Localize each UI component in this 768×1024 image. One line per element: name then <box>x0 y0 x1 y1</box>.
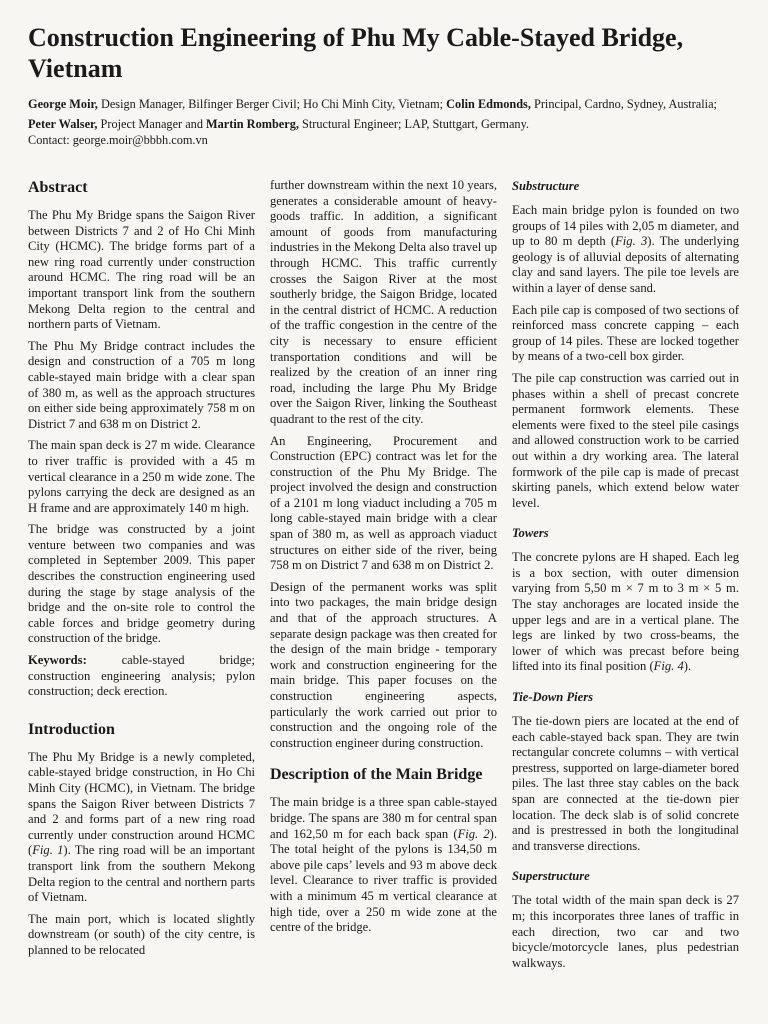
tiedown-paragraph: The tie-down piers are located at the end of each cable-stayed back span. They are twin rectangular concrete columns – with vertical prestress, supported on large-diameter bored piles. The last three stay cables on the back span are connected at the tie-down pier location. The deck slab is of solid concrete and is prestressed in both the longitudinal and transverse directions. <box>512 714 739 853</box>
column-1 <box>28 178 255 1024</box>
author-name: Colin Edmonds, <box>446 97 531 111</box>
intro-paragraph: The Phu My Bridge is a newly completed, cable-stayed bridge construction, in Ho Chi Minh City (HCMC), in Vietnam. The bridge spans the Saigon River between Districts 7 and 2 and forms part of a new ring road currently under construction around HCMC (Fig. 1). The ring road will be an important transport link from the southern Mekong Delta region to the central and northern parts of Vietnam. <box>28 749 255 905</box>
description-heading: Description of the Main Bridge <box>270 766 483 784</box>
author-name: Martin Romberg, <box>206 117 299 131</box>
figure-reference: Fig. 1 <box>32 843 64 858</box>
author-affiliation: Design Manager, Bilfinger Berger Civil; Ho Chi Minh City, Vietnam; <box>97 97 447 111</box>
author-affiliation: Project Manager and <box>97 117 207 131</box>
towers-heading: Towers <box>512 526 549 541</box>
figure-reference: Fig. 2 <box>457 826 490 841</box>
superstructure-paragraph: The total width of the main span deck is 27 m; this incorporates three lanes of traffic in each direction, two car and two bicycle/motorcycle lanes, plus pedestrian walkways. <box>512 893 739 970</box>
intro-paragraph-continued: The main port, which is located slightly downstream (or south) of the city centre, is planned to be relocated <box>28 911 255 957</box>
introduction-heading: Introduction <box>28 720 115 738</box>
figure-reference: Fig. 4 <box>653 659 684 674</box>
author-name: George Moir, <box>28 97 98 111</box>
contact-line: Contact: george.moir@bbbh.com.vn <box>28 133 208 147</box>
column-2 <box>270 178 497 1024</box>
superstructure-heading: Superstructure <box>512 869 590 884</box>
tiedown-heading: Tie-Down Piers <box>512 690 594 705</box>
paper-title: Construction Engineering of Phu My Cable-Stayed Bridge, Vietnam <box>28 23 684 83</box>
abstract-paragraph: The Phu My Bridge spans the Saigon River between Districts 7 and 2 of Ho Chi Minh City (HCMC). The bridge forms part of a new ring road currently under construction around HCMC. The ring road will be an important transport link from the southern Mekong Delta region to the central and northern parts of Vietnam. <box>28 208 255 332</box>
intro-paragraph-continued: further downstream within the next 10 years, generates a considerable amount of heavy-goods traffic. In addition, a significant amount of goods from manufacturing industries in the Mekong Delta also travel up through HCMC. This traffic currently crosses the Saigon River at the most southerly bridge, the Saigon Bridge, located in the central district of HCMC. A reduction of the traffic congestion in the centre of the city is necessary to ensure efficient transportation conditions and will be realized by the creation of an inner ring road, including the large Phu My Bridge over the Saigon River, linking the Southeast quadrant to the rest of the city. <box>270 178 497 426</box>
author-affiliation: Principal, Cardno, Sydney, Australia; <box>530 97 717 111</box>
figure-reference: Fig. 3 <box>615 234 648 249</box>
substructure-heading: Substructure <box>512 179 580 193</box>
abstract-paragraph: The bridge was constructed by a joint venture between two companies and was completed in September 2009. This paper describes the construction engineering used during the stage by stage analysis of the bridge and the on-site role to control the cable forces and bridge geometry during construction of the bridge. <box>28 522 255 646</box>
author-list <box>28 94 743 134</box>
intro-paragraph: Design of the permanent works was split into two packages, the main bridge design and that of the approach structures. A separate design package was then created for the design of the main bridge - temporary work and construction engineering for the main bridge. This paper focuses on the construction engineering aspects, particularly the work carried out prior to construction and the ongoing role of the construction engineer during construction. <box>270 579 497 750</box>
substructure-paragraph: Each main bridge pylon is founded on two groups of 14 piles with 2,05 m diameter, and up to 80 m depth (Fig. 3). The underlying geology is of alluvial deposits of alternating clay and sand layers. The pile toe levels are within a layer of dense sand. <box>512 203 739 295</box>
keywords <box>28 653 255 700</box>
intro-paragraph: An Engineering, Procurement and Construction (EPC) contract was let for the construction of the Phu My Bridge. The project involved the design and construction of a 2101 m long viaduct including a 705 m long cable-stayed main bridge with a clear span of 380 m, as well as approach viaduct structures on either side of the river, being 758 m on District 7 and 638 m on District 2. <box>270 433 497 573</box>
author-affiliation: Structural Engineer; LAP, Stuttgart, Germany. <box>298 117 529 131</box>
keywords-label: Keywords: <box>28 653 87 668</box>
author-name: Peter Walser, <box>28 117 98 131</box>
abstract-paragraph: The main span deck is 27 m wide. Clearance to river traffic is provided with a 45 m vertical clearance in a 250 m wide zone. The pylons carrying the deck are designed as an H frame and are approximately 140 m high. <box>28 438 255 515</box>
substructure-paragraph: The pile cap construction was carried out in phases within a shell of precast concrete permanent formwork elements. These elements were fixed to the steel pile casings and allowed construction work to be carried out within a dry working area. The lateral formwork of the pile cap is made of precast skirting panels, which extend below water level. <box>512 370 739 510</box>
description-paragraph: The main bridge is a three span cable-stayed bridge. The spans are 380 m for central span and 162,50 m for each back span (Fig. 2). The total height of the pylons is 134,50 m above pile caps’ levels and 93 m above deck level. Clearance to river traffic is provided with a minimum 45 m vertical clearance at high tide, over a 250 m wide zone at the centre of the bridge. <box>270 795 497 935</box>
towers-paragraph: The concrete pylons are H shaped. Each leg is a box section, with outer dimension varying from 5,50 m × 7 m to 3 m × 5 m. The stay anchorages are located inside the upper legs and are in a vertical plane. The legs are linked by two cross-beams, the lower of which was precast before being lifted into its final position (Fig. 4). <box>512 550 739 674</box>
substructure-paragraph: Each pile cap is composed of two sections of reinforced mass concrete capping – each group of 14 piles. These are locked together by means of a two-cell box girder. <box>512 302 739 364</box>
column-3 <box>512 178 739 1024</box>
keywords-text: cable-stayed bridge; construction engineering analysis; pylon construction; deck erection. <box>28 653 255 699</box>
abstract-heading: Abstract <box>28 179 88 196</box>
abstract-paragraph: The Phu My Bridge contract includes the design and construction of a 705 m long cable-stayed main bridge with a clear span of 380 m, as well as the approach structures on either side being approximately 758 m on District 7 and 638 m on District 2. <box>28 338 255 431</box>
